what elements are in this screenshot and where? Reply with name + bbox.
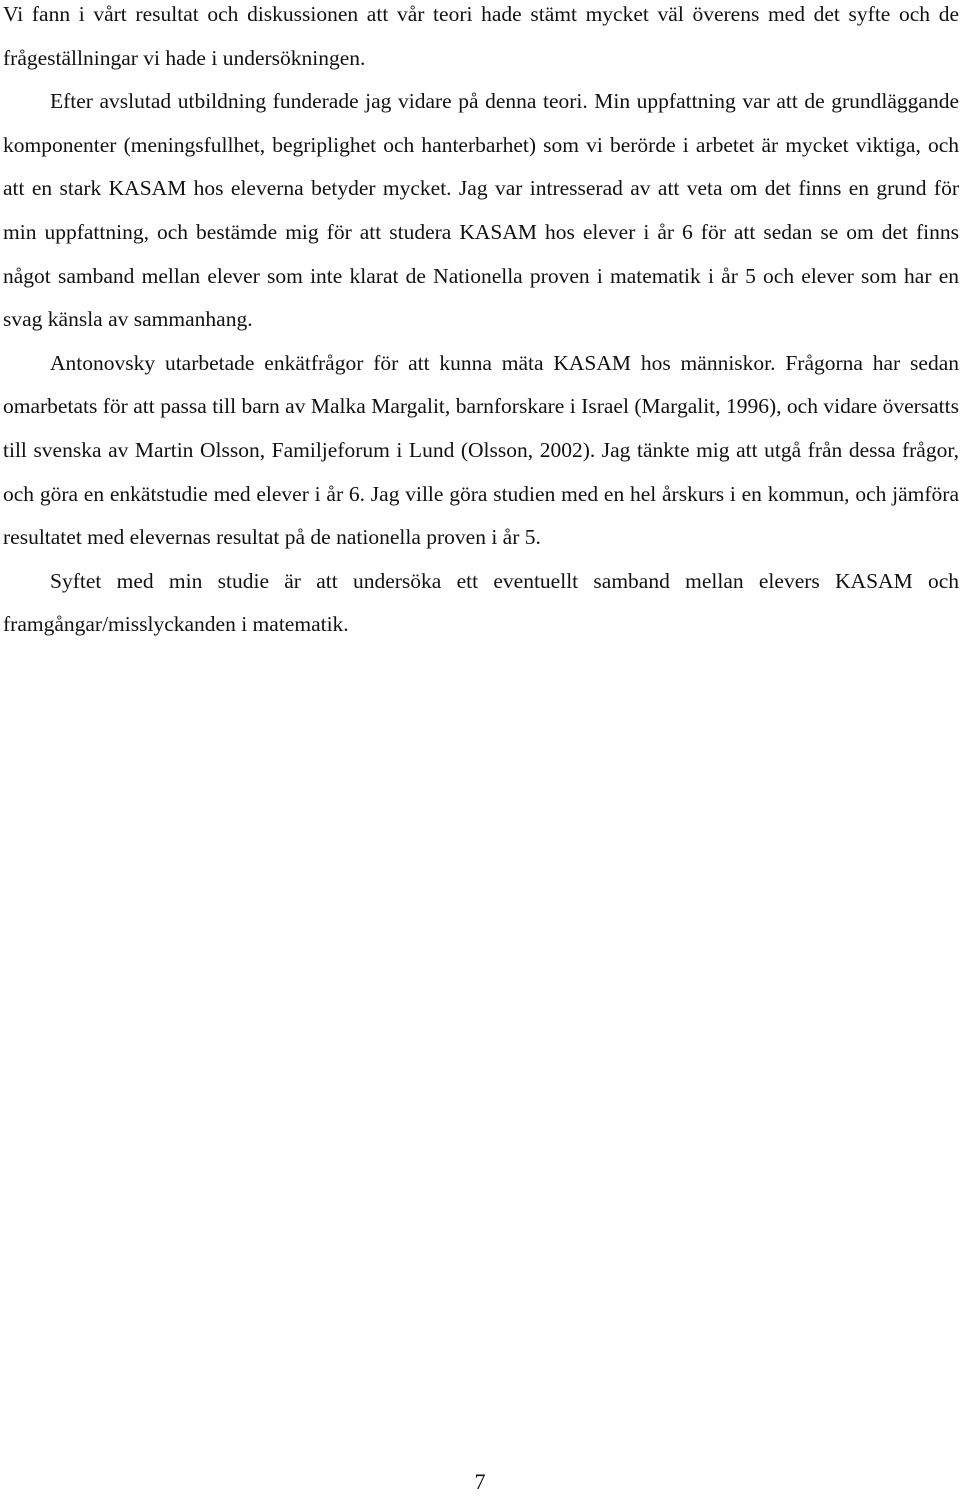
body-text — [3, 0, 959, 647]
paragraph-study-aim: Syftet med min studie är att undersöka ett eventuellt samband mellan elevers KASAM och framgångar/misslyckanden i matematik. — [3, 568, 959, 637]
paragraph-continued-theory: Efter avslutad utbildning funderade jag vidare på denna teori. Min uppfattning var att de grundläggande komponenter (meningsfullhet, begriplighet och hanterbarhet) som vi berörde i arbetet är mycket viktiga, och att en stark KASAM hos eleverna betyder mycket. Jag var intresserad av att veta om det finns en grund för min uppfattning, och bestämde mig för att studera KASAM hos elever i år 6 för att sedan se om det finns något samband mellan elever som inte klarat de Nationella proven i matematik i år 5 och elever som har en svag känsla av sammanhang. — [3, 89, 959, 332]
paragraph-results-discussion: Vi fann i vårt resultat och diskussionen att vår teori hade stämt mycket väl överens med det syfte och de frågeställningar vi hade i undersökningen. — [3, 2, 959, 70]
paragraph-survey-questions: Antonovsky utarbetade enkätfrågor för att kunna mäta KASAM hos människor. Frågorna har sedan omarbetats för att passa till barn av Malka Margalit, barnforskare i Israel (Margalit, 1996), och vidare översatts till svenska av Martin Olsson, Familjeforum i Lund (Olsson, 2002). Jag tänkte mig att utgå från dessa frågor, och göra en enkätstudie med elever i år 6. Jag ville göra studien med en hel årskurs i en kommun, och jämföra resultatet med elevernas resultat på de nationella proven i år 5. — [3, 350, 959, 550]
page-number: 7 — [474, 1469, 486, 1494]
